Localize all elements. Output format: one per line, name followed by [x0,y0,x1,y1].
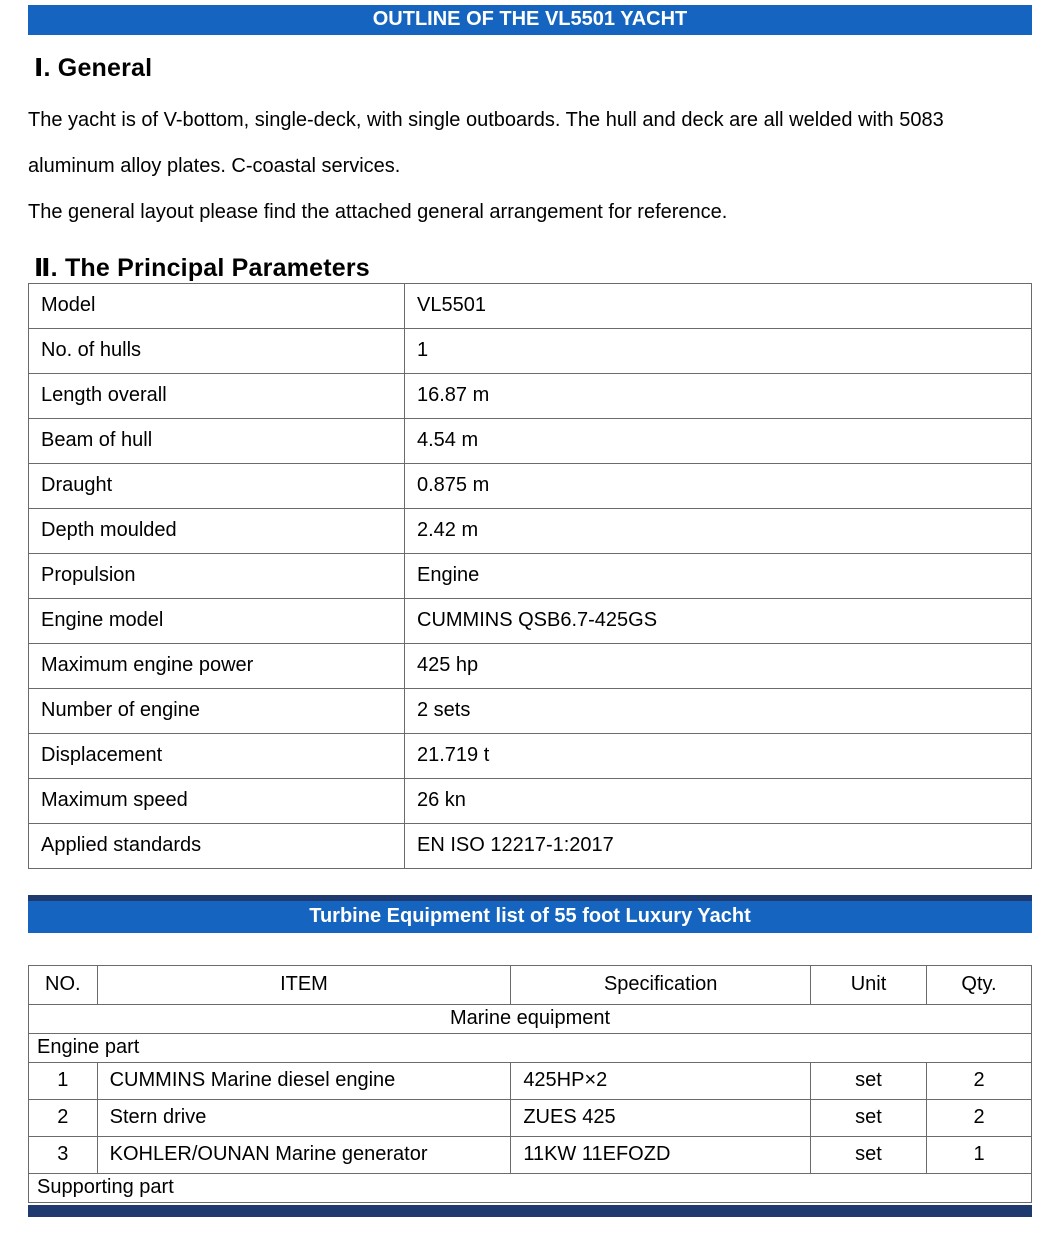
parameter-label: Beam of hull [29,419,405,464]
equipment-qty: 2 [927,1100,1032,1137]
parameter-label: Displacement [29,734,405,779]
section-parameters-heading: Ⅱ. The Principal Parameters [34,254,370,282]
equipment-item: KOHLER/OUNAN Marine generator [97,1137,511,1174]
parameter-row [29,419,1032,464]
parameter-row [29,644,1032,689]
equipment-qty: 2 [927,1063,1032,1100]
group-row-supporting-part [29,1174,1032,1203]
parameter-value: 1 [405,329,1032,374]
parameter-value: 4.54 m [405,419,1032,464]
equipment-title-banner [28,895,1032,933]
section-general-heading: Ⅰ. General [34,54,153,82]
parameter-row [29,329,1032,374]
equipment-unit: set [811,1063,927,1100]
parameter-label: Draught [29,464,405,509]
equipment-no: 1 [29,1063,98,1100]
parameter-row [29,284,1032,329]
equipment-qty: 1 [927,1137,1032,1174]
parameter-value: Engine [405,554,1032,599]
parameter-label: Propulsion [29,554,405,599]
equipment-title: Turbine Equipment list of 55 foot Luxury Yacht [309,905,751,927]
equipment-spec: ZUES 425 [511,1100,811,1137]
parameter-row [29,509,1032,554]
equipment-item: CUMMINS Marine diesel engine [97,1063,511,1100]
document-title: OUTLINE OF THE VL5501 YACHT [372,8,688,30]
parameter-value: 21.719 t [405,734,1032,779]
parameter-label: Maximum engine power [29,644,405,689]
equipment-spec: 11KW 11EFOZD [511,1137,811,1174]
parameter-row [29,554,1032,599]
equipment-no: 2 [29,1100,98,1137]
equipment-row [29,1137,1032,1174]
parameter-row [29,734,1032,779]
parameter-value: 425 hp [405,644,1032,689]
parameter-label: Model [29,284,405,329]
column-header-specification: Specification [511,966,811,1005]
parameter-row [29,599,1032,644]
equipment-header-row [29,966,1032,1005]
group-label: Supporting part [29,1174,1032,1203]
column-header-unit: Unit [811,966,927,1005]
parameter-value: 16.87 m [405,374,1032,419]
general-paragraph-1: The yacht is of V-bottom, single-deck, with single outboards. The hull and deck are all welded with 5083 aluminum alloy plates. C-coastal services. [28,109,944,177]
group-label: Engine part [29,1034,1032,1063]
group-label: Marine equipment [29,1005,1032,1034]
parameter-row [29,464,1032,509]
parameter-value: CUMMINS QSB6.7-425GS [405,599,1032,644]
next-section-banner-edge [28,1205,1032,1217]
general-paragraph-2: The general layout please find the attached general arrangement for reference. [28,201,728,223]
parameter-value: 26 kn [405,779,1032,824]
parameter-label: Engine model [29,599,405,644]
parameter-label: No. of hulls [29,329,405,374]
parameter-value: 2 sets [405,689,1032,734]
equipment-spec: 425HP×2 [511,1063,811,1100]
parameter-label: Depth moulded [29,509,405,554]
group-row-engine-part [29,1034,1032,1063]
equipment-row [29,1100,1032,1137]
parameter-label: Applied standards [29,824,405,869]
parameter-value: EN ISO 12217-1:2017 [405,824,1032,869]
parameter-label: Length overall [29,374,405,419]
equipment-row [29,1063,1032,1100]
group-row-marine-equipment [29,1005,1032,1034]
principal-parameters-table [28,283,1032,869]
parameter-row [29,779,1032,824]
parameter-row [29,824,1032,869]
equipment-unit: set [811,1100,927,1137]
parameter-row [29,374,1032,419]
equipment-item: Stern drive [97,1100,511,1137]
equipment-no: 3 [29,1137,98,1174]
column-header-qty: Qty. [927,966,1032,1005]
parameter-label: Number of engine [29,689,405,734]
parameter-value: 2.42 m [405,509,1032,554]
parameter-row [29,689,1032,734]
parameter-value: VL5501 [405,284,1032,329]
parameter-label: Maximum speed [29,779,405,824]
column-header-no: NO. [29,966,98,1005]
document-title-banner [28,5,1032,35]
equipment-table [28,965,1032,1203]
column-header-item: ITEM [97,966,511,1005]
equipment-unit: set [811,1137,927,1174]
parameter-value: 0.875 m [405,464,1032,509]
